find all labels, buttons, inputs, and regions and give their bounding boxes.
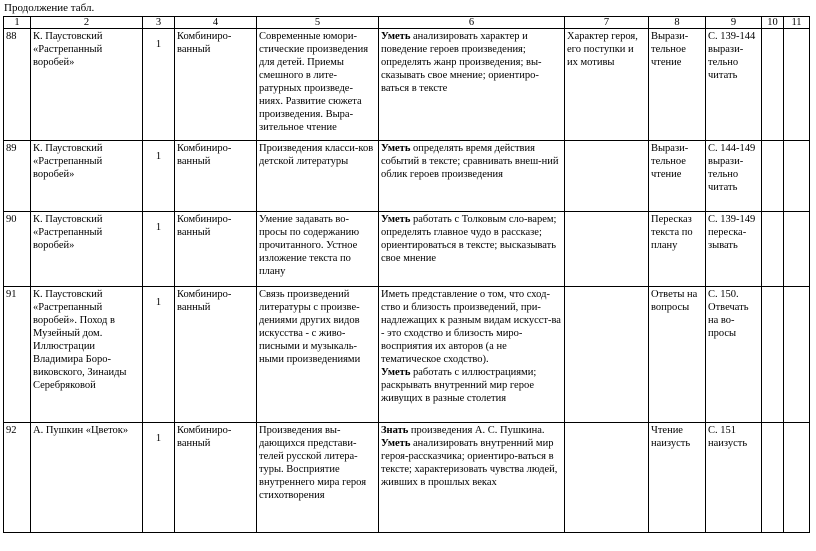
lesson-col7 [565,141,649,212]
lesson-col11 [784,287,810,423]
lesson-col11 [784,423,810,533]
lesson-content: Умение задавать во-просы по содержанию прочитанного. Устное изложение текста по плану [257,212,379,287]
lesson-col10 [762,29,784,141]
lesson-col10 [762,141,784,212]
lesson-control: Вырази-тельное чтение [649,141,706,212]
lesson-control: Ответы на вопросы [649,287,706,423]
lesson-hours: 1 [143,423,175,533]
lesson-topic: К. Паустовский «Растрепанный воробей» [31,212,143,287]
lesson-skills: Уметь работать с Толковым сло-варем; определять главное чудо в рассказе; ориентироваться в тексте; высказывать свое мнение [379,212,565,287]
header-cell: 7 [565,17,649,29]
lesson-type: Комбиниро-ванный [175,29,257,141]
table-row [4,212,810,287]
lesson-col7 [565,423,649,533]
table-row [4,287,810,423]
header-cell: 9 [706,17,762,29]
lesson-number: 90 [4,212,31,287]
lesson-col10 [762,423,784,533]
lesson-topic: К. Паустовский «Растрепанный воробей» [31,29,143,141]
lesson-col11 [784,212,810,287]
lesson-hours: 1 [143,29,175,141]
lesson-topic: К. Паустовский «Растрепанный воробей». Поход в Музейный дом. Иллюстрации Владимира Боро-виковского, Зинаиды Серебряковой [31,287,143,423]
lesson-skills: Иметь представление о том, что сход-ство и близость произведений, при-надлежащих к разным видам искусст-ва - это сходство и близость миро-восприятия их авторов (а не тематическое сходство). Уметь работать с иллюстрациями; раскрывать внутренний мир герое живущих в разные столетия [379,287,565,423]
lesson-col10 [762,287,784,423]
header-cell: 1 [4,17,31,29]
lesson-content: Произведения вы-дающихся представи-телей русской литера-туры. Восприятие внутреннего мира героя стихотворения [257,423,379,533]
lesson-hours: 1 [143,212,175,287]
lesson-control: Пересказ текста по плану [649,212,706,287]
lesson-homework: С. 139-144 вырази-тельно читать [706,29,762,141]
header-row [4,17,810,29]
table-row [4,29,810,141]
lesson-homework: С. 151 наизусть [706,423,762,533]
lesson-type: Комбиниро-ванный [175,287,257,423]
lesson-hours: 1 [143,287,175,423]
header-cell: 5 [257,17,379,29]
lesson-homework: С. 139-149 переска-зывать [706,212,762,287]
lesson-hours: 1 [143,141,175,212]
lesson-col11 [784,141,810,212]
lesson-type: Комбиниро-ванный [175,423,257,533]
table-caption: Продолжение табл. [4,2,95,14]
lesson-control: Чтение наизусть [649,423,706,533]
lesson-number: 92 [4,423,31,533]
lesson-col11 [784,29,810,141]
lesson-plan-table [3,16,810,533]
lesson-skills: Уметь определять время действия событий в тексте; сравнивать внеш-ний облик героев произведения [379,141,565,212]
table-row [4,141,810,212]
lesson-homework: С. 150. Отвечать на во-просы [706,287,762,423]
lesson-skills: Уметь анализировать характер и поведение героев произведения; определять жанр произведения; вы-сказывать свое мнение; ориентиро-ваться в тексте [379,29,565,141]
lesson-content: Произведения класси-ков детской литературы [257,141,379,212]
lesson-type: Комбиниро-ванный [175,141,257,212]
header-cell: 2 [31,17,143,29]
lesson-control: Вырази-тельное чтение [649,29,706,141]
lesson-content: Современные юмори-стические произведения для детей. Приемы смешного в лите-ратурных произведе-ниях. Развитие сюжета произведения. Выра-зительное чтение [257,29,379,141]
header-cell: 6 [379,17,565,29]
lesson-number: 88 [4,29,31,141]
header-cell: 8 [649,17,706,29]
lesson-number: 91 [4,287,31,423]
lesson-col7 [565,287,649,423]
lesson-number: 89 [4,141,31,212]
header-cell: 10 [762,17,784,29]
header-cell: 11 [784,17,810,29]
lesson-col10 [762,212,784,287]
table-row [4,423,810,533]
lesson-content: Связь произведений литературы с произве-дениями других видов искусства - с живо-писными и музыкаль-ными произведениями [257,287,379,423]
lesson-skills: Знать произведения А. С. Пушкина. Уметь анализировать внутренний мир героя-рассказчика; ориентиро-ваться в тексте; характеризовать чувства людей, живших в прошлых веках [379,423,565,533]
header-cell: 3 [143,17,175,29]
header-cell: 4 [175,17,257,29]
lesson-topic: К. Паустовский «Растрепанный воробей» [31,141,143,212]
lesson-homework: С. 144-149 вырази-тельно читать [706,141,762,212]
lesson-col7 [565,212,649,287]
lesson-col7: Характер героя, его поступки и их мотивы [565,29,649,141]
lesson-topic: А. Пушкин «Цветок» [31,423,143,533]
lesson-type: Комбиниро-ванный [175,212,257,287]
